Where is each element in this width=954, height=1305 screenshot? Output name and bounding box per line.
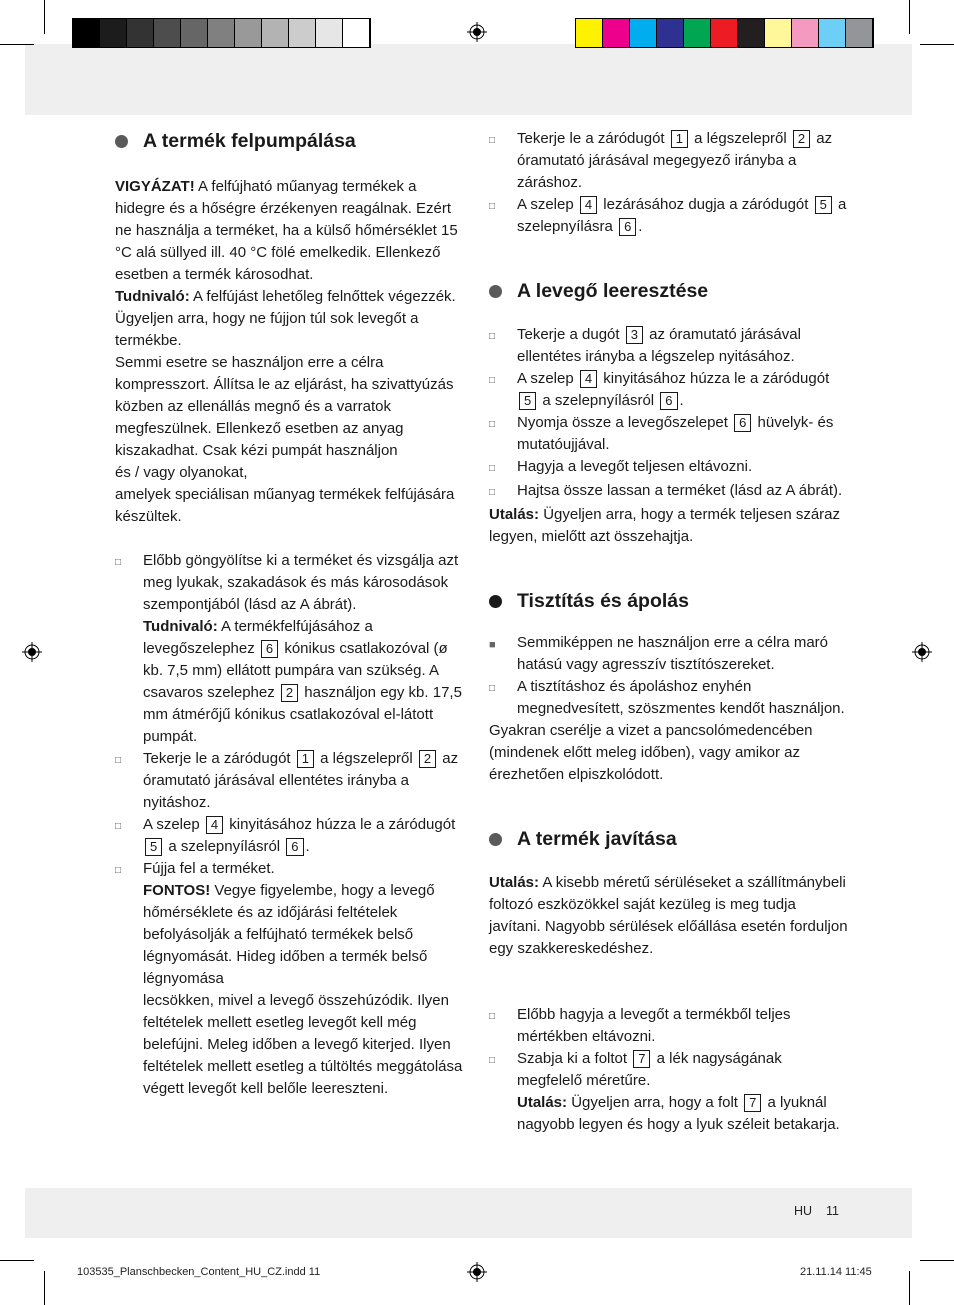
section-heading-inflate: A termék felpumpálása [115, 128, 467, 154]
color-swatch [154, 19, 181, 47]
part-number: 6 [619, 218, 636, 236]
left-column [115, 128, 467, 1100]
page-number: HU 11 [794, 1204, 839, 1218]
color-swatch [630, 19, 657, 47]
color-swatch [181, 19, 208, 47]
color-swatch [684, 19, 711, 47]
footer-band [25, 1188, 912, 1238]
registration-mark-icon [467, 1262, 487, 1282]
color-swatch [846, 19, 873, 47]
list-item: □ Tekerje le a záródugót 1 a légszelepről 2 az óramutató járásával ellentétes irányba a nyitáshoz. [115, 748, 467, 814]
color-swatch [100, 19, 127, 47]
filled-square-icon: ■ [489, 639, 496, 651]
info-paragraph: és / vagy olyanokat, [115, 464, 248, 481]
section-heading-cleaning: Tisztítás és ápolás [489, 588, 849, 614]
part-number: 2 [793, 130, 810, 148]
list-item: □ Előbb göngyölítse ki a terméket és vizsgálja azt meg lyukak, szakadások és más károsodások szempontjából (lásd az A ábrát). Tudnivaló: A termékfelfújásához a levegőszelephez 6 kónikus csatlakozóval (ø kb. 7,5 mm) ellátott pumpára van szükség. A csavaros szelephez 2 használjon egy kb. 17,5 mm átmérőjű kónikus csatlakozóval el-látott pumpát. [115, 550, 467, 748]
registration-mark-icon [22, 642, 42, 662]
part-number: 7 [744, 1094, 761, 1112]
list-item: □ Tekerje le a záródugót 1 a légszelepről 2 az óramutató járásával megegyező irányba a záráshoz. [489, 128, 849, 194]
crop-mark [0, 44, 34, 45]
checkbox-square-icon: □ [489, 683, 496, 694]
list-item: □ A szelep 4 kinyitásához húzza le a záródugót 5 a szelepnyílásról 6 . [489, 368, 849, 412]
info-paragraph: Semmi esetre se használjon erre a célra kompresszort. Állítsa le az eljárást, ha szivattyúzás közben az ellenállás megnő és a varratok megfeszülnek. Ellenkező esetben az anyag kiszakadhat. Csak kézi pumpát használjon [115, 354, 454, 459]
file-slug: 103535_Planschbecken_Content_HU_CZ.indd 11 [77, 1266, 321, 1278]
crop-mark [0, 1260, 34, 1261]
part-number: 7 [633, 1050, 650, 1068]
part-number: 1 [671, 130, 688, 148]
bullet-dot-icon [489, 833, 502, 846]
part-number: 4 [206, 816, 223, 834]
part-number: 5 [519, 392, 536, 410]
list-item: □ Előbb hagyja a levegőt a termékből teljes mértékben eltávozni. [489, 1004, 849, 1048]
color-swatch [127, 19, 154, 47]
checkbox-square-icon: □ [115, 755, 122, 766]
part-number: 1 [297, 750, 314, 768]
part-number: 2 [419, 750, 436, 768]
color-swatch [819, 19, 846, 47]
bullet-dot-icon [115, 135, 128, 148]
note-paragraph: Utalás: A kisebb méretű sérüléseket a szállítmánybeli foltozó eszközökkel saját kezüleg is meg tudja javítani. Nagyobb sérülések előállása esetén forduljon egy szakkereskedéshez. [489, 874, 848, 957]
part-number: 5 [145, 838, 162, 856]
checkbox-square-icon: □ [489, 331, 496, 342]
list-item: □ A szelep 4 kinyitásához húzza le a záródugót 5 a szelepnyílásról 6 . [115, 814, 467, 858]
checkbox-square-icon: □ [489, 201, 496, 212]
list-item: □ Fújja fel a terméket. FONTOS! Vegye figyelembe, hogy a levegő hőmérséklete és az időjárási feltételek befolyásolják a felfújható termékek belső légnyomását. Hideg időben a termék belső légnyomása lecsökken, mivel a levegő összehúzódik. Ilyen feltételek mellett esetleg levegőt kell még belefújni. Meleg időben a levegő kiterjed. Ilyen feltételek mellett esetleg a túltöltés meggátolása végett levegőt kell belőle leereszteni. [115, 858, 467, 1100]
crop-mark [909, 1271, 910, 1305]
list-item: □ Tekerje a dugót 3 az óramutató járásával ellentétes irányba a légszelep nyitásához. [489, 324, 849, 368]
checkbox-square-icon: □ [115, 557, 122, 568]
list-item: □ Hagyja a levegőt teljesen eltávozni. [489, 456, 849, 480]
color-swatch [316, 19, 343, 47]
checkbox-square-icon: □ [115, 865, 122, 876]
part-number: 6 [286, 838, 303, 856]
note-paragraph: Tudnivaló: A felfújást lehetőleg felnőttek végezzék. Ügyeljen arra, hogy ne fújjon túl sok levegőt a termékbe. [115, 288, 456, 349]
checkbox-square-icon: □ [489, 463, 496, 474]
checkbox-square-icon: □ [489, 1011, 496, 1022]
color-swatch [711, 19, 738, 47]
warning-paragraph: VIGYÁZAT! A felfújható műanyag termékek a hidegre és a hőségre érzékenyen reagálnak. Ezért ne használja a terméket, ha a külső hőmérséklet 15 °C alá süllyed ill. 40 °C fölé emelkedik. Ellenkező esetben a termék károsodhat. [115, 178, 458, 283]
crop-mark [44, 1271, 45, 1305]
right-column [489, 128, 849, 1136]
color-swatch [738, 19, 765, 47]
color-swatch [262, 19, 289, 47]
crop-mark [909, 0, 910, 34]
color-swatch [765, 19, 792, 47]
checkbox-square-icon: □ [489, 419, 496, 430]
color-bar [575, 18, 874, 48]
bullet-dot-icon [489, 595, 502, 608]
color-swatch [208, 19, 235, 47]
grayscale-bar [72, 18, 371, 48]
part-number: 2 [281, 684, 298, 702]
list-item: □ Hajtsa össze lassan a terméket (lásd az A ábrát). [489, 480, 849, 504]
registration-mark-icon [467, 22, 487, 42]
part-number: 6 [734, 414, 751, 432]
list-item: □ A tisztításhoz és ápoláshoz enyhén megnedvesített, szöszmentes kendőt használjon. [489, 676, 849, 720]
color-swatch [343, 19, 370, 47]
checkbox-square-icon: □ [115, 821, 122, 832]
part-number: 6 [660, 392, 677, 410]
list-item: □ Nyomja össze a levegőszelepet 6 hüvelyk- és mutatóujjával. [489, 412, 849, 456]
list-item: ■ Semmiképpen ne használjon erre a célra maró hatású vagy agresszív tisztítószereket. [489, 632, 849, 676]
checkbox-square-icon: □ [489, 135, 496, 146]
registration-mark-icon [912, 642, 932, 662]
part-number: 3 [626, 326, 643, 344]
checkbox-square-icon: □ [489, 1055, 496, 1066]
info-paragraph: Gyakran cserélje a vizet a pancsolómedencében (mindenek előtt meleg időben), vagy amikor az érezhetően elpiszkolódott. [489, 722, 813, 783]
part-number: 4 [580, 196, 597, 214]
color-swatch [235, 19, 262, 47]
checkbox-square-icon: □ [489, 487, 496, 498]
date-slug: 21.11.14 11:45 [800, 1266, 872, 1278]
color-swatch [792, 19, 819, 47]
info-paragraph: amelyek speciálisan műanyag termékek felfújására készültek. [115, 486, 455, 525]
checkbox-square-icon: □ [489, 375, 496, 386]
color-swatch [289, 19, 316, 47]
color-swatch [576, 19, 603, 47]
section-heading-deflate: A levegő leeresztése [489, 278, 849, 304]
part-number: 5 [815, 196, 832, 214]
list-item: □ A szelep 4 lezárásához dugja a záródugót 5 a szelepnyílásra 6 . [489, 194, 849, 238]
color-swatch [73, 19, 100, 47]
crop-mark [920, 44, 954, 45]
list-item: □ Szabja ki a foltot 7 a lék nagyságának megfelelő méretűre. Utalás: Ügyeljen arra, hogy a folt 7 a lyuknál nagyobb legyen és hogy a lyuk széleit betakarja. [489, 1048, 849, 1136]
header-band [25, 44, 912, 115]
section-heading-repair: A termék javítása [489, 826, 849, 852]
note-paragraph: Utalás: Ügyeljen arra, hogy a termék teljesen száraz legyen, mielőtt azt összehajtja. [489, 506, 841, 545]
crop-mark [920, 1260, 954, 1261]
color-swatch [657, 19, 684, 47]
part-number: 4 [580, 370, 597, 388]
bullet-dot-icon [489, 285, 502, 298]
part-number: 6 [261, 640, 278, 658]
color-swatch [603, 19, 630, 47]
crop-mark [44, 0, 45, 34]
